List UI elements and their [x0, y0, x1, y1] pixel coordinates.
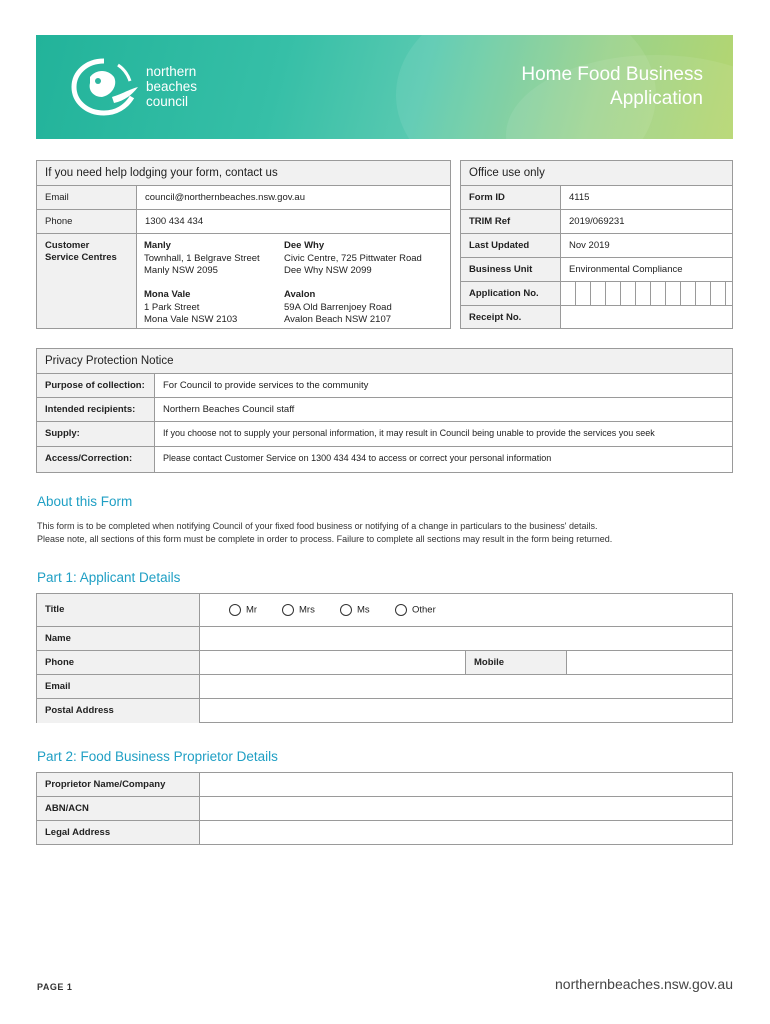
radio-label: Other: [412, 604, 436, 616]
phone-row: [37, 651, 732, 675]
page-title: [521, 63, 703, 111]
contact-email-row: [37, 186, 450, 210]
office-row: [461, 282, 732, 306]
phone-value[interactable]: 1300 434 434: [145, 216, 204, 227]
privacy-label: Purpose of collection:: [37, 374, 155, 397]
centre-address: 59A Old Barrenjoey Road: [284, 301, 392, 313]
office-row: [461, 258, 732, 282]
proprietor-name-field[interactable]: [200, 773, 732, 796]
centre-address: Avalon Beach NSW 2107: [284, 314, 392, 325]
title-row: [37, 594, 732, 627]
radio-circle-icon[interactable]: [282, 604, 294, 616]
centre-address: Dee Why NSW 2099: [284, 265, 372, 276]
radio-circle-icon[interactable]: [229, 604, 241, 616]
centre-dee-why: [284, 240, 422, 278]
mobile-label: Mobile: [465, 651, 567, 674]
privacy-value: If you choose not to supply your personal information, it may result in Council being unable to provide the services you seek: [163, 428, 655, 438]
centre-address: Manly NSW 2095: [144, 265, 218, 276]
contact-box: [36, 160, 451, 329]
radio-label: Mrs: [299, 604, 315, 616]
contact-phone-row: [37, 210, 450, 234]
about-text: [37, 520, 612, 545]
footer-website-link[interactable]: northernbeaches.nsw.gov.au: [555, 976, 733, 992]
email-label: Email: [37, 675, 200, 698]
postal-address-label: Postal Address: [37, 699, 200, 723]
centre-name: Mona Vale: [144, 289, 191, 300]
centre-manly: [144, 240, 260, 278]
legal-address-label: Legal Address: [37, 821, 200, 844]
email-label: Email: [37, 186, 137, 209]
title-line: Home Food Business: [521, 64, 703, 85]
office-row: [461, 234, 732, 258]
trim-ref-value: 2019/069231: [569, 216, 625, 227]
logo-line: northern: [146, 64, 197, 79]
centre-address: 1 Park Street: [144, 301, 200, 313]
business-unit-value: Environmental Compliance: [569, 264, 683, 275]
radio-ms[interactable]: [340, 604, 370, 616]
radio-mr[interactable]: [229, 604, 257, 616]
about-line: This form is to be completed when notifying Council of your fixed food business or notifying of a change in particulars to the business' details.: [37, 521, 598, 531]
last-updated-label: Last Updated: [461, 234, 561, 257]
about-title: About this Form: [37, 494, 133, 509]
centre-address: Civic Centre, 725 Pittwater Road: [284, 252, 422, 264]
last-updated-value: Nov 2019: [569, 240, 610, 251]
applicant-details-table: [36, 593, 733, 723]
phone-field[interactable]: [200, 651, 465, 674]
page-number: PAGE 1: [37, 982, 73, 992]
centres-label-line: Customer: [45, 240, 90, 251]
name-label: Name: [37, 627, 200, 650]
name-field[interactable]: [200, 627, 732, 650]
office-row: [461, 186, 732, 210]
legal-address-field[interactable]: [200, 821, 732, 844]
logo-line: council: [146, 94, 189, 109]
email-row: [37, 675, 732, 699]
privacy-box: [36, 348, 733, 473]
proprietor-row: [37, 773, 732, 797]
form-id-label: Form ID: [461, 186, 561, 209]
radio-circle-icon[interactable]: [395, 604, 407, 616]
centre-name: Avalon: [284, 289, 316, 300]
part1-title: Part 1: Applicant Details: [37, 570, 181, 585]
office-heading: Office use only: [461, 161, 732, 186]
phone-label: Phone: [37, 651, 200, 674]
centre-address: Townhall, 1 Belgrave Street: [144, 252, 260, 264]
receipt-no-value[interactable]: [561, 306, 569, 328]
radio-label: Mr: [246, 604, 258, 616]
form-id-value: 4115: [569, 192, 590, 203]
privacy-value: For Council to provide services to the community: [163, 380, 369, 391]
part2-title: Part 2: Food Business Proprietor Details: [37, 749, 278, 764]
name-row: [37, 627, 732, 651]
contact-centres-row: [37, 234, 450, 328]
email-value[interactable]: council@northernbeaches.nsw.gov.au: [145, 192, 305, 203]
abn-acn-field[interactable]: [200, 797, 732, 820]
title-label: Title: [37, 594, 200, 626]
postal-address-field[interactable]: [200, 699, 732, 723]
mobile-field[interactable]: [567, 651, 732, 674]
centres-label-line: Service Centres: [45, 251, 117, 263]
centres-label: [37, 234, 137, 328]
centre-address: Mona Vale NSW 2103: [144, 314, 238, 325]
office-use-box: [460, 160, 733, 329]
privacy-label: Intended recipients:: [37, 398, 155, 421]
privacy-value: Northern Beaches Council staff: [163, 404, 295, 415]
business-unit-label: Business Unit: [461, 258, 561, 281]
application-no-label: Application No.: [461, 282, 561, 305]
email-field[interactable]: [200, 675, 732, 698]
legal-address-row: [37, 821, 732, 844]
office-row: [461, 306, 732, 328]
privacy-row: [37, 398, 732, 422]
receipt-no-label: Receipt No.: [461, 306, 561, 328]
application-no-boxes[interactable]: [561, 282, 732, 305]
logo-line: beaches: [146, 79, 198, 94]
privacy-label: Supply:: [37, 422, 155, 446]
about-line: Please note, all sections of this form must be complete in order to process. Failure to complete all sections may result in the form being returned.: [37, 533, 613, 544]
trim-ref-label: TRIM Ref: [461, 210, 561, 233]
privacy-row: [37, 374, 732, 398]
title-line: Application: [610, 88, 703, 109]
centre-name: Manly: [144, 240, 171, 251]
abn-acn-label: ABN/ACN: [37, 797, 200, 820]
privacy-row: [37, 422, 732, 447]
radio-label: Ms: [357, 604, 370, 616]
radio-circle-icon[interactable]: [340, 604, 352, 616]
privacy-heading: Privacy Protection Notice: [37, 349, 732, 374]
centre-name: Dee Why: [284, 240, 325, 251]
privacy-label: Access/Correction:: [37, 447, 155, 472]
office-row: [461, 210, 732, 234]
proprietor-name-label: Proprietor Name/Company: [37, 773, 200, 796]
proprietor-details-table: [36, 772, 733, 845]
postal-address-row: [37, 699, 732, 723]
phone-label: Phone: [37, 210, 137, 233]
radio-other[interactable]: [395, 604, 436, 616]
radio-mrs[interactable]: [282, 604, 315, 616]
header-banner: [36, 35, 733, 139]
council-logo: [68, 57, 140, 117]
privacy-row: [37, 447, 732, 472]
contact-heading: If you need help lodging your form, contact us: [37, 161, 450, 186]
logo-wordmark: [146, 64, 197, 109]
centre-mona-vale: [144, 289, 237, 327]
character-boxes: [561, 282, 732, 305]
abn-row: [37, 797, 732, 821]
privacy-value: Please contact Customer Service on 1300 434 434 to access or correct your personal information: [163, 453, 552, 463]
centre-avalon: [284, 289, 392, 327]
